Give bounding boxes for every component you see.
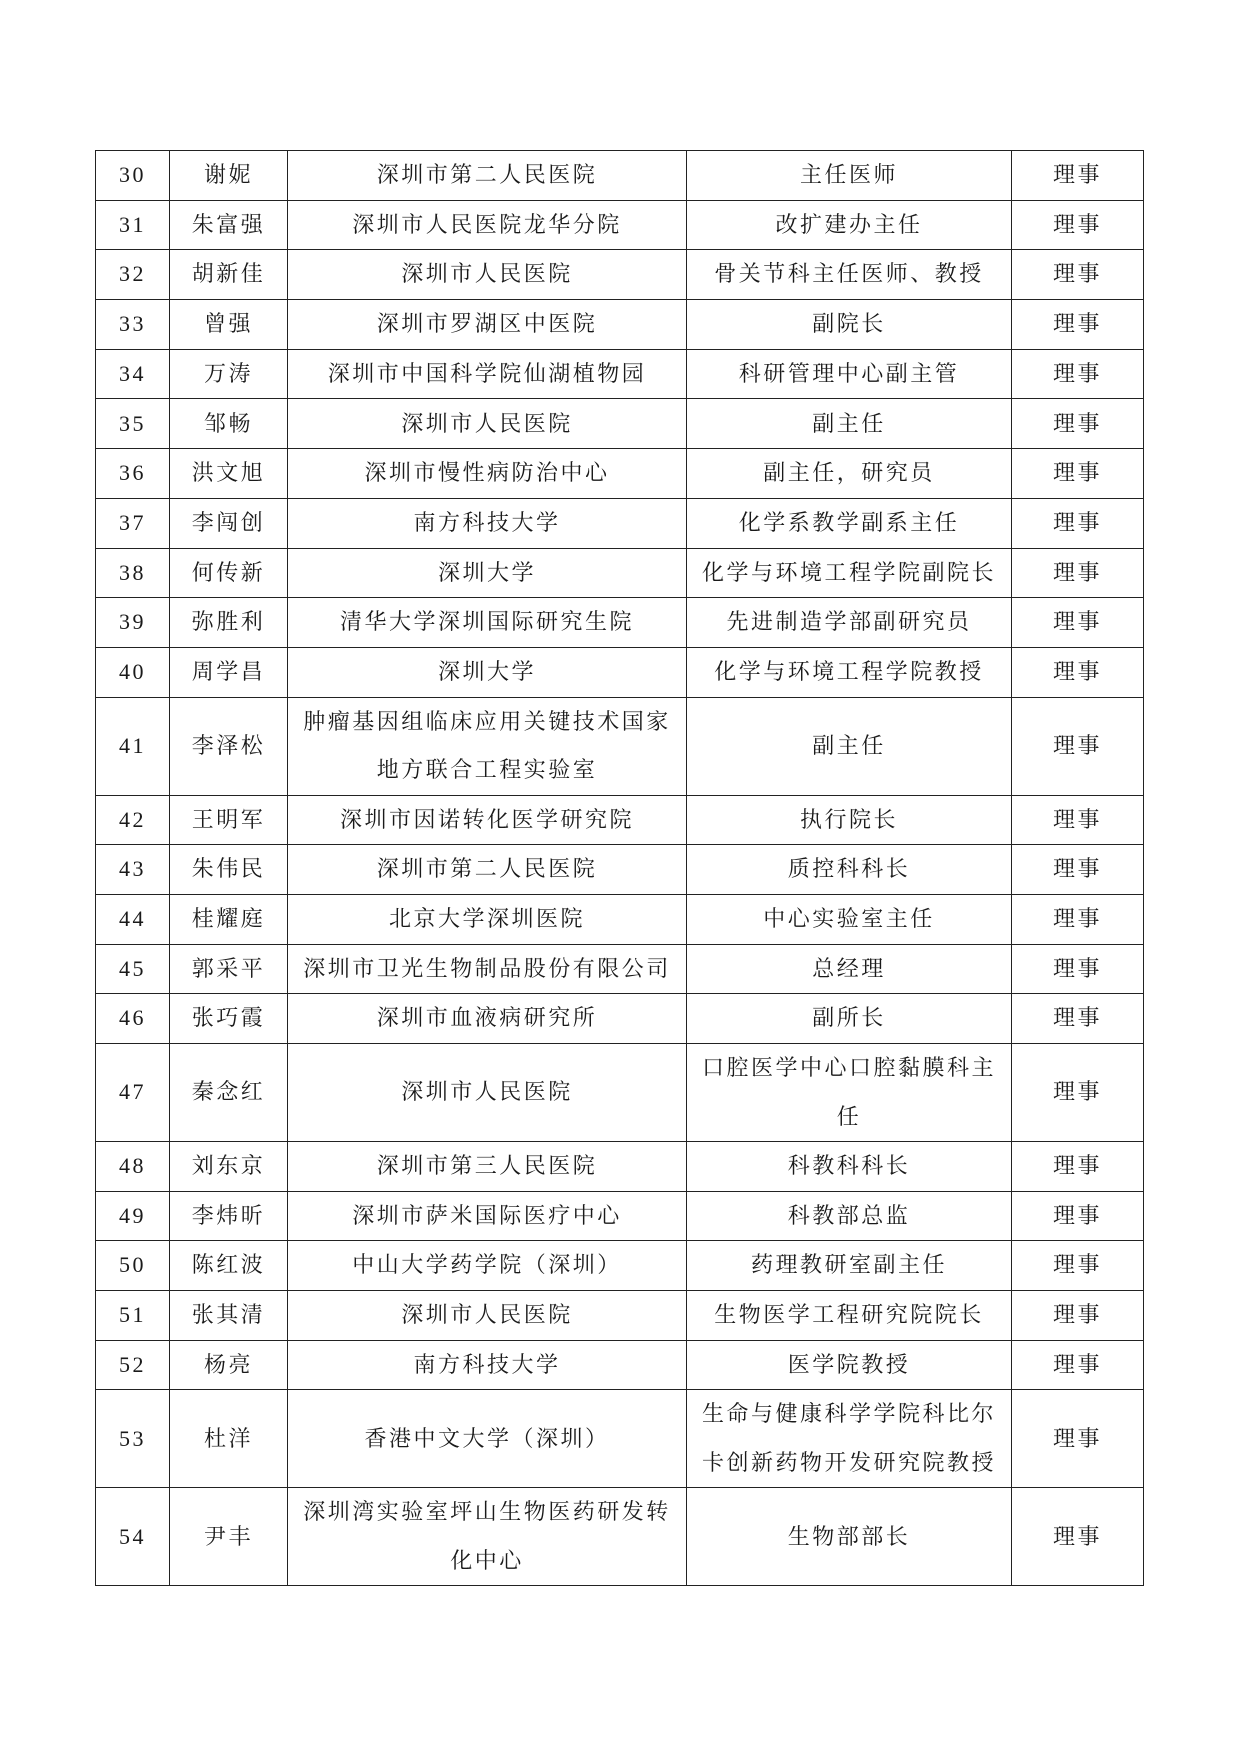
member-organization-cell: 深圳市中国科学院仙湖植物园 — [288, 349, 687, 399]
member-name-cell: 王明军 — [170, 795, 288, 845]
member-name-cell: 刘东京 — [170, 1142, 288, 1192]
member-position-cell: 主任医师 — [687, 151, 1012, 201]
member-name-cell: 胡新佳 — [170, 250, 288, 300]
member-name-cell: 杜洋 — [170, 1390, 288, 1488]
row-number-cell: 51 — [96, 1291, 170, 1341]
row-number-cell: 37 — [96, 498, 170, 548]
member-name-cell: 周学昌 — [170, 647, 288, 697]
member-role-cell: 理事 — [1012, 647, 1144, 697]
table-row — [96, 349, 1144, 399]
member-organization-cell: 深圳市人民医院 — [288, 250, 687, 300]
member-position-cell: 副所长 — [687, 994, 1012, 1044]
member-position-cell: 科教科科长 — [687, 1142, 1012, 1192]
member-name-cell: 曾强 — [170, 300, 288, 350]
member-role-cell: 理事 — [1012, 548, 1144, 598]
table-row — [96, 548, 1144, 598]
member-position-cell: 生物部部长 — [687, 1488, 1012, 1586]
member-name-cell: 洪文旭 — [170, 449, 288, 499]
member-organization-cell: 深圳市第三人民医院 — [288, 1142, 687, 1192]
member-organization-cell: 南方科技大学 — [288, 1340, 687, 1390]
row-number-cell: 54 — [96, 1488, 170, 1586]
row-number-cell: 31 — [96, 200, 170, 250]
member-role-cell: 理事 — [1012, 1191, 1144, 1241]
member-name-cell: 朱伟民 — [170, 845, 288, 895]
member-position-cell: 生命与健康科学学院科比尔卡创新药物开发研究院教授 — [687, 1390, 1012, 1488]
member-role-cell: 理事 — [1012, 1390, 1144, 1488]
table-row — [96, 994, 1144, 1044]
member-organization-cell: 深圳市第二人民医院 — [288, 151, 687, 201]
member-organization-cell: 深圳大学 — [288, 647, 687, 697]
table-row — [96, 250, 1144, 300]
table-row — [96, 1142, 1144, 1192]
table-row — [96, 1291, 1144, 1341]
table-row — [96, 1044, 1144, 1142]
member-position-cell: 药理教研室副主任 — [687, 1241, 1012, 1291]
member-position-cell: 副院长 — [687, 300, 1012, 350]
member-organization-cell: 深圳市人民医院龙华分院 — [288, 200, 687, 250]
row-number-cell: 33 — [96, 300, 170, 350]
member-role-cell: 理事 — [1012, 1488, 1144, 1586]
member-role-cell: 理事 — [1012, 944, 1144, 994]
member-role-cell: 理事 — [1012, 894, 1144, 944]
member-name-cell: 弥胜利 — [170, 598, 288, 648]
member-name-cell: 朱富强 — [170, 200, 288, 250]
member-name-cell: 杨亮 — [170, 1340, 288, 1390]
member-role-cell: 理事 — [1012, 1044, 1144, 1142]
table-row — [96, 1191, 1144, 1241]
table-row — [96, 1390, 1144, 1488]
member-organization-cell: 深圳市人民医院 — [288, 399, 687, 449]
row-number-cell: 48 — [96, 1142, 170, 1192]
table-row — [96, 647, 1144, 697]
row-number-cell: 36 — [96, 449, 170, 499]
row-number-cell: 30 — [96, 151, 170, 201]
table-row — [96, 300, 1144, 350]
member-position-cell: 医学院教授 — [687, 1340, 1012, 1390]
row-number-cell: 47 — [96, 1044, 170, 1142]
member-position-cell: 生物医学工程研究院院长 — [687, 1291, 1012, 1341]
table-row — [96, 200, 1144, 250]
member-organization-cell: 深圳市人民医院 — [288, 1291, 687, 1341]
member-role-cell: 理事 — [1012, 697, 1144, 795]
member-position-cell: 化学与环境工程学院副院长 — [687, 548, 1012, 598]
member-role-cell: 理事 — [1012, 250, 1144, 300]
member-role-cell: 理事 — [1012, 449, 1144, 499]
member-organization-cell: 北京大学深圳医院 — [288, 894, 687, 944]
table-row — [96, 151, 1144, 201]
member-table — [95, 150, 1144, 1586]
row-number-cell: 41 — [96, 697, 170, 795]
member-position-cell: 副主任 — [687, 697, 1012, 795]
member-organization-cell: 深圳湾实验室坪山生物医药研发转化中心 — [288, 1488, 687, 1586]
table-row — [96, 894, 1144, 944]
row-number-cell: 42 — [96, 795, 170, 845]
table-row — [96, 1241, 1144, 1291]
member-organization-cell: 中山大学药学院（深圳） — [288, 1241, 687, 1291]
member-name-cell: 桂耀庭 — [170, 894, 288, 944]
member-organization-cell: 深圳市因诺转化医学研究院 — [288, 795, 687, 845]
member-organization-cell: 深圳市罗湖区中医院 — [288, 300, 687, 350]
row-number-cell: 43 — [96, 845, 170, 895]
member-role-cell: 理事 — [1012, 1142, 1144, 1192]
member-position-cell: 执行院长 — [687, 795, 1012, 845]
member-organization-cell: 深圳市血液病研究所 — [288, 994, 687, 1044]
member-name-cell: 尹丰 — [170, 1488, 288, 1586]
table-row — [96, 795, 1144, 845]
table-row — [96, 944, 1144, 994]
table-row — [96, 1340, 1144, 1390]
member-organization-cell: 深圳市卫光生物制品股份有限公司 — [288, 944, 687, 994]
member-organization-cell: 南方科技大学 — [288, 498, 687, 548]
member-position-cell: 改扩建办主任 — [687, 200, 1012, 250]
row-number-cell: 53 — [96, 1390, 170, 1488]
member-position-cell: 化学与环境工程学院教授 — [687, 647, 1012, 697]
member-name-cell: 李闯创 — [170, 498, 288, 548]
member-name-cell: 张巧霞 — [170, 994, 288, 1044]
table-row — [96, 845, 1144, 895]
row-number-cell: 52 — [96, 1340, 170, 1390]
table-row — [96, 399, 1144, 449]
row-number-cell: 40 — [96, 647, 170, 697]
member-role-cell: 理事 — [1012, 1340, 1144, 1390]
row-number-cell: 46 — [96, 994, 170, 1044]
member-position-cell: 总经理 — [687, 944, 1012, 994]
table-row — [96, 598, 1144, 648]
member-organization-cell: 深圳市第二人民医院 — [288, 845, 687, 895]
row-number-cell: 50 — [96, 1241, 170, 1291]
row-number-cell: 34 — [96, 349, 170, 399]
member-role-cell: 理事 — [1012, 300, 1144, 350]
member-table-body — [96, 151, 1144, 1586]
member-name-cell: 陈红波 — [170, 1241, 288, 1291]
row-number-cell: 39 — [96, 598, 170, 648]
member-role-cell: 理事 — [1012, 399, 1144, 449]
member-organization-cell: 深圳市人民医院 — [288, 1044, 687, 1142]
member-role-cell: 理事 — [1012, 151, 1144, 201]
member-position-cell: 科教部总监 — [687, 1191, 1012, 1241]
member-name-cell: 秦念红 — [170, 1044, 288, 1142]
member-position-cell: 化学系教学副系主任 — [687, 498, 1012, 548]
row-number-cell: 44 — [96, 894, 170, 944]
member-position-cell: 中心实验室主任 — [687, 894, 1012, 944]
member-role-cell: 理事 — [1012, 598, 1144, 648]
member-name-cell: 万涛 — [170, 349, 288, 399]
member-organization-cell: 清华大学深圳国际研究生院 — [288, 598, 687, 648]
table-row — [96, 1488, 1144, 1586]
member-name-cell: 何传新 — [170, 548, 288, 598]
member-organization-cell: 深圳市萨米国际医疗中心 — [288, 1191, 687, 1241]
member-role-cell: 理事 — [1012, 498, 1144, 548]
row-number-cell: 49 — [96, 1191, 170, 1241]
member-role-cell: 理事 — [1012, 349, 1144, 399]
member-name-cell: 张其清 — [170, 1291, 288, 1341]
member-name-cell: 李炜昕 — [170, 1191, 288, 1241]
member-organization-cell: 深圳市慢性病防治中心 — [288, 449, 687, 499]
member-role-cell: 理事 — [1012, 795, 1144, 845]
member-position-cell: 副主任，研究员 — [687, 449, 1012, 499]
table-row — [96, 449, 1144, 499]
table-row — [96, 498, 1144, 548]
member-name-cell: 邹畅 — [170, 399, 288, 449]
row-number-cell: 35 — [96, 399, 170, 449]
member-role-cell: 理事 — [1012, 1241, 1144, 1291]
member-organization-cell: 深圳大学 — [288, 548, 687, 598]
member-position-cell: 质控科科长 — [687, 845, 1012, 895]
member-organization-cell: 香港中文大学（深圳） — [288, 1390, 687, 1488]
member-position-cell: 先进制造学部副研究员 — [687, 598, 1012, 648]
row-number-cell: 32 — [96, 250, 170, 300]
member-name-cell: 谢妮 — [170, 151, 288, 201]
member-name-cell: 李泽松 — [170, 697, 288, 795]
member-organization-cell: 肿瘤基因组临床应用关键技术国家地方联合工程实验室 — [288, 697, 687, 795]
table-row — [96, 697, 1144, 795]
member-name-cell: 郭采平 — [170, 944, 288, 994]
row-number-cell: 38 — [96, 548, 170, 598]
member-role-cell: 理事 — [1012, 1291, 1144, 1341]
member-position-cell: 骨关节科主任医师、教授 — [687, 250, 1012, 300]
member-position-cell: 口腔医学中心口腔黏膜科主任 — [687, 1044, 1012, 1142]
member-position-cell: 副主任 — [687, 399, 1012, 449]
member-role-cell: 理事 — [1012, 994, 1144, 1044]
member-role-cell: 理事 — [1012, 845, 1144, 895]
row-number-cell: 45 — [96, 944, 170, 994]
member-role-cell: 理事 — [1012, 200, 1144, 250]
member-position-cell: 科研管理中心副主管 — [687, 349, 1012, 399]
